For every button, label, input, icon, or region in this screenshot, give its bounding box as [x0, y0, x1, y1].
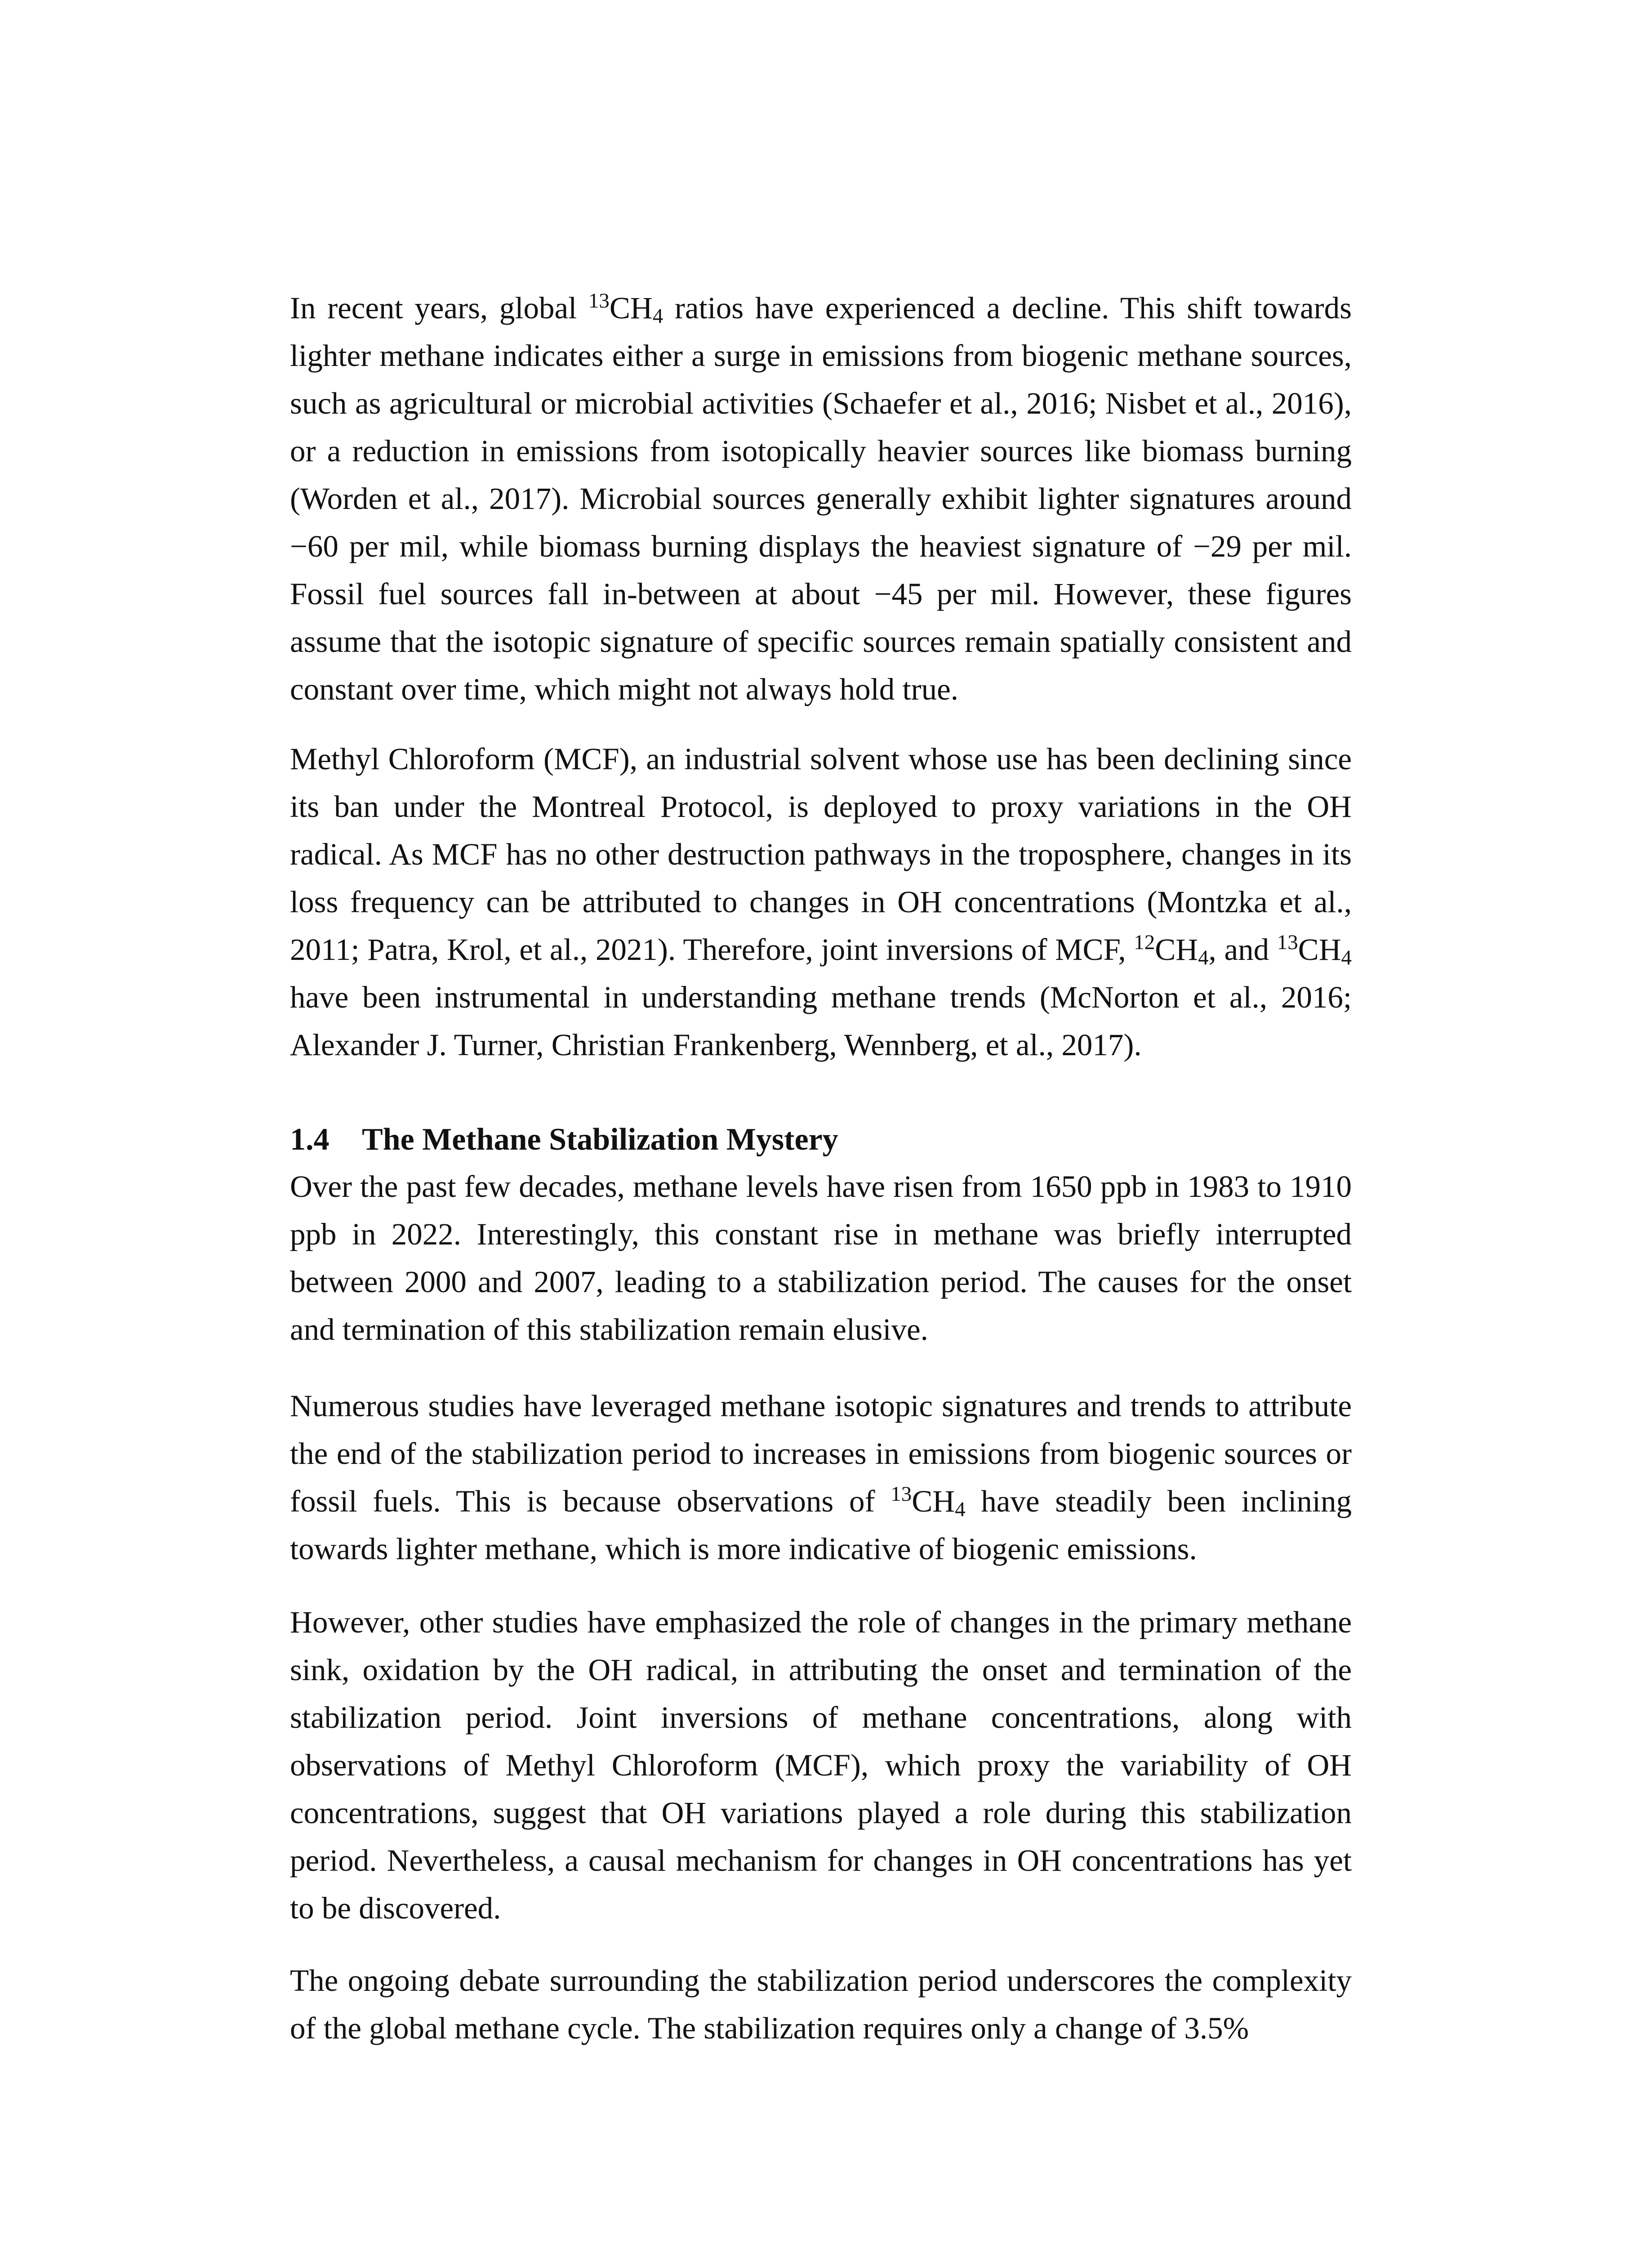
paragraph-isotopic-studies: [290, 1382, 1352, 1573]
section-title: The Methane Stabilization Mystery: [362, 1122, 838, 1157]
section-number: 1.4: [290, 1122, 330, 1157]
paragraph-isotope-ratios: [290, 284, 1352, 713]
formula-ch: CH: [912, 1484, 955, 1518]
formula-subscript: 4: [1198, 946, 1209, 970]
formula-ch: CH: [1298, 932, 1341, 967]
text-run: Numerous studies have leveraged methane isotopic signatures and trends to attribute the end of the stabilization period to increases in emissions from biogenic sources or fossil fuels. This is because observations of: [290, 1389, 1352, 1518]
text-run: Methyl Chloroform (MCF), an industrial solvent whose use has been declining since its ban under the Montreal Protocol, is deployed to proxy variations in the OH radical. As MCF has no other destruction pathways in the troposphere, changes in its loss frequency can be attributed to changes in OH concentrations (Montzka et al., 2011; Patra, Krol, et al., 2021). Therefore, joint inversions of MCF,: [290, 742, 1352, 967]
section-heading: [290, 1116, 1352, 1164]
formula-subscript: 4: [1341, 946, 1352, 970]
formula-subscript: 4: [955, 1498, 966, 1521]
paragraph-oh-sink: However, other studies have emphasized the role of changes in the primary methane sink, oxidation by the OH radical, in attributing the onset and termination of the stabilization period. Joint inversions of methane concentrations, along with observations of Methyl Chloroform (MCF), which proxy the variability of OH concentrations, suggest that OH variations played a role during this stabilization period. Nevertheless, a causal mechanism for changes in OH concentrations has yet to be discovered.: [290, 1605, 1352, 1925]
text-run: have been instrumental in understanding methane trends (McNorton et al., 2016; Alexander J. Turner, Christian Frankenberg, Wennberg, et al., 2017).: [290, 980, 1352, 1062]
text-run: In recent years, global: [290, 291, 588, 325]
text-run: ratios have experienced a decline. This shift towards lighter methane indicates either a surge in emissions from biogenic methane sources, such as agricultural or microbial activities (Schaefer et al., 2016; Nisbet et al., 2016), or a reduction in emissions from isotopically heavier sources like biomass burning (Worden et al., 2017). Microbial sources generally exhibit lighter signatures around −60 per mil, while biomass burning displays the heaviest signature of −29 per mil. Fossil fuel sources fall in-between at about −45 per mil. However, these figures assume that the isotopic signature of specific sources remain spatially consistent and constant over time, which might not always hold true.: [290, 291, 1352, 706]
formula-ch: CH: [609, 291, 653, 325]
isotope-superscript: 13: [1277, 930, 1298, 954]
isotope-superscript: 12: [1134, 930, 1155, 954]
isotope-superscript: 13: [891, 1482, 912, 1506]
paragraph-methyl-chloroform: [290, 735, 1352, 1069]
isotope-superscript: 13: [588, 289, 610, 312]
paragraph-ongoing-debate: The ongoing debate surrounding the stabilization period underscores the complexity of the global methane cycle. The stabilization requires only a change of 3.5%: [290, 1963, 1352, 2045]
formula-ch: CH: [1155, 932, 1198, 967]
paragraph-methane-levels: Over the past few decades, methane levels have risen from 1650 ppb in 1983 to 1910 ppb in 2022. Interestingly, this constant rise in methane was briefly interrupted between 2000 and 2007, leading to a stabilization period. The causes for the onset and termination of this stabilization remain elusive.: [290, 1169, 1352, 1347]
text-run: have steadily been inclining towards lighter methane, which is more indicative of biogenic emissions.: [290, 1484, 1352, 1566]
text-run: , and: [1208, 932, 1277, 967]
formula-subscript: 4: [652, 304, 663, 328]
